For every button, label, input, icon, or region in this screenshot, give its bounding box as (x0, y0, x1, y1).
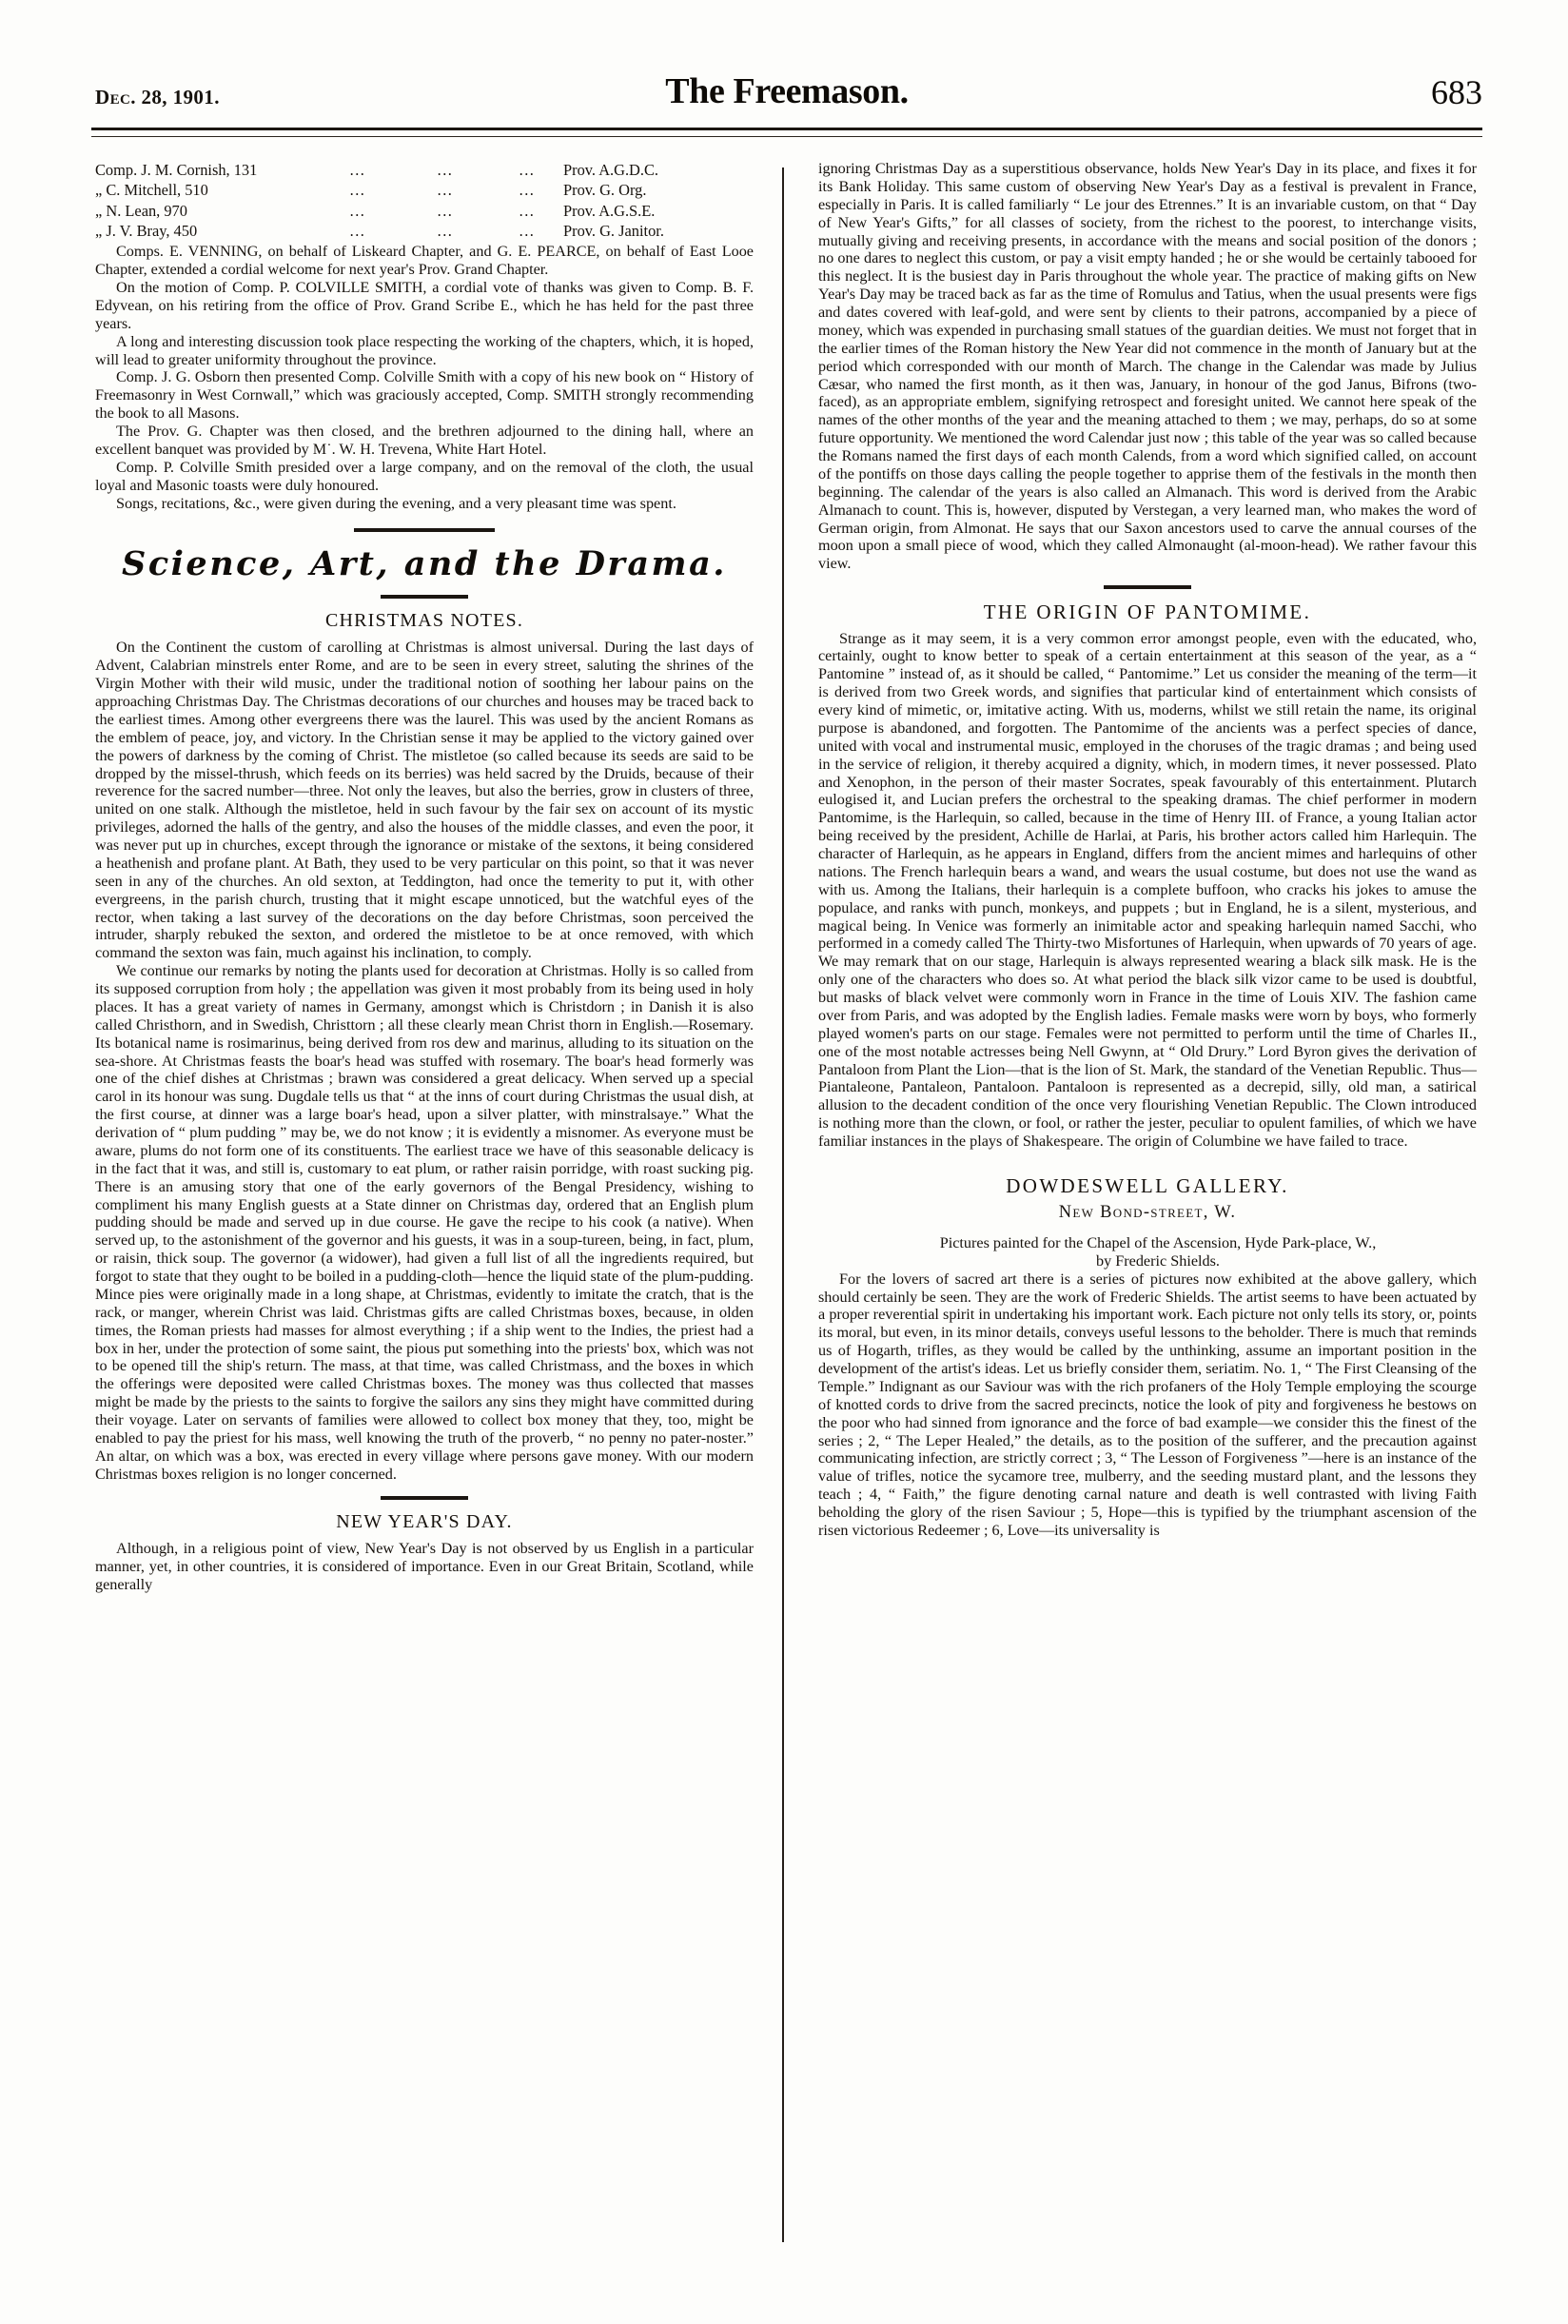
left-column (95, 160, 754, 1594)
spacer (818, 1151, 1477, 1165)
gallery-caption-line-1: Pictures painted for the Chapel of the Ascension, Hyde Park-place, W., (939, 1233, 1377, 1251)
paragraph: A long and interesting discussion took place respecting the working of the chapters, which, it is hoped, will lead to greater uniformity throughout the province. (95, 332, 754, 368)
roster-dots: ... (437, 221, 454, 240)
masthead-title: The Freemason. (665, 71, 909, 111)
roster-name: Comp. J. M. Cornish, 131 (95, 161, 258, 179)
paragraph: We continue our remarks by noting the plants used for decoration at Christmas. Holly is so called from its supposed corruption from holy ; the appellation was given it most probably from its being used in holy places. It has a great variety of names in Germany, amongst which is Christdorn ; in Danish it is also called Christhorn, and in Swedish, Christtorn ; all these clearly mean Christ thorn in English.—Rosemary. Its botanical name is rosimarinus, being derived from ros dew and marinus, alluding to its situation on the sea-shore. At Christmas feasts the boar's head was stuffed with rosemary. The boar's head formerly was one of the chief dishes at Christmas ; brawn was considered a great delicacy. When served up a special carol in its honour was sung. Dugdale tells us that “ at the inns of court during Christmas the usual dish, at the first course, at dinner was a large boar's head, upon a silver platter, with minstralsaye.” What the derivation of “ plum pudding ” may be, we do not know ; it is evidently a misnomer. As everyone must be aware, plums do not form one of its constituents. The earliest trace we have of this seasonable delicacy is in the fact that it was, and still is, customary to eat plum, or rather raisin porridge, with roast sucking pig. There is an amusing story that one of the early governors of the Bengal Presidency, wishing to compliment his many English guests at a State dinner on Christmas day, ordered that an English plum pudding should be made and served up in due course. He gave the recipe to his cook (a native). When served up, to the astonishment of the governor and his guests, it was in a soup-tureen, being, in fact, plum, or raisin, thick soup. The governor (a widower), had given a full list of all the ingredients required, but forgot to state that they ought to be boiled in a pudding-cloth—hence the liquid state of the plum-pudding. Mince pies were originally made in a long shape, at Christmas, evidently to imitate the cratch, that is the rack, or manger, wherein Christ was laid. Christmas gifts are called Christmas boxes, because, in olden times, the Roman priests had masses for almost everything ; if a ship went to the Indies, the priest had a box in her, under the protection of some saint, the pious put something into the priests' box, which was not to be opened till the ship's return. The mass, at that time, was called Christmass, and the boxes in which the offerings were deposited were called Christmas boxes. The money was thus collected that masses might be made by the priests to the saints to forgive the sailors any sins they might have committed during their voyage. Later on servants of families were allowed to collect box money that they, too, might be enabled to pay the priest for his mass, well knowing the truth of the proverb, “ no penny no pater-noster.” An altar, on which was a box, was erected in every village where persons gave money. With our modern Christmas boxes religion is no longer concerned. (95, 962, 754, 1483)
roster-dots: ... (349, 221, 366, 240)
paragraph: ignoring Christmas Day as a superstitious observance, holds New Year's Day in its place, and fixes it for its Bank Holiday. This same custom of observing New Year's Day as a festival is prevalent in France, especially in Paris. It is called familiarly “ Le jour des Etrennes.” It is an invariable custom, on that “ Day of New Year's Gifts,” for all classes of society, from the richest to the poorest, to interchange visits, mutually giving and receiving presents, in accordance with the means and social position of the donors ; no one dares to neglect this custom, or pay a visit empty handed ; he or she would be certainly tabooed for this neglect. It is the busiest day in Paris throughout the whole year. The practice of making gifts on New Year's Day may be traced back as far as the time of Romulus and Tatius, when the usual presents were figs and dates covered with leaf-gold, and were sent by clients to their patrons, accompanied by a piece of money, which was expended in purchasing small statues of the guardian deities. We must not forget that in the earlier times of the Roman history the New Year did not commence in the month of January but at the period which corresponded with our month of March. The change in the Calendar was made by Julius Cæsar, who named the first month, as it then was, January, in honour of the god Janus, Bifrons (two-faced), as an appropriate emblem, signifying retrospect and foresight united. We cannot here speak of the names of the other months of the year and the meaning attached to them ; we may, perhaps, do so at some future opportunity. We mentioned the word Calendar just now ; this table of the year was so called because the Romans named the first days of each month Calends, from a word which signified called, on account of the pontiffs on those days calling the people together to apprise them of the festivals in the month then beginning. The calendar of the years is also called an Almanach. This word is derived from the Arabic Almanach to count. This is, however, disputed by Verstegan, a very learned man, who makes the word of German origin, from Almonat. He says that our Saxon ancestors used to carve the annual courses of the moon upon a small piece of wood, which they called Almonaught (al-moon-head). We rather favour this view. (818, 160, 1477, 573)
roster-row (95, 201, 754, 221)
roster-row (95, 160, 754, 180)
masthead (91, 70, 1482, 124)
roster-role: Prov. G. Org. (563, 181, 647, 200)
paragraph: Strange as it may seem, it is a very common error amongst people, even with the educated, who, certainly, ought to know better to speak of a certain entertainment at this season of the year, as a “ Pantomine ” instead of, as it should be called, “ Pantomime.” Let us consider the meaning of the term—it is derived from two Greek words, and signifies that particular kind of entertainment which consists of every kind of mimetic, or, imitative acting. With us, moderns, whilst we still retain the name, its original purpose is abandoned, and forgotten. The Pantomime of the ancients was a perfect species of dance, united with vocal and instrumental music, employed in the choruses of the tragic dramas ; and being used in the service of religion, it thereby acquired a dignity, which, in modern times, it never possessed. Plato and Xenophon, in the person of their master Socrates, speak favourably of this entertainment. Plutarch eulogised it, and Lucian prefers the orchestral to the speaking dramas. The chief performer in modern Pantomime, is the Harlequin, so called, because in the time of Henry III. of France, a young Italian actor being received by the president, Achille de Harlai, at Paris, his brother actors called him Harlequin. The character of Harlequin, as he appears in England, differs from the ancient mimes and harlequins of other nations. The French harlequin bears a wand, and wears the usual costume, but does not use the wand as with us. Among the Italians, their harlequin is a complete buffoon, who cracks his jokes to amuse the populace, and ranks with punch, monkeys, and puppets ; but in England, he is a silent, mysterious, and magical being. In Venice was formerly an inimitable actor and speaking harlequin named Sacchi, who performed in a comedy called The Thirty-two Misfortunes of Harlequin, when upwards of 70 years of age. We may remark that on our stage, Harlequin is always represented wearing a black silk mask. He is the only one of the characters who does so. At what period the black silk vizor came to be used is doubtful, but masks of black velvet were commonly worn in France in the time of Louis XIV. The fashion came over from Paris, and was adopted by the English ladies. Female masks were worn by boys, who formerly played women's parts on our stage. Females were not permitted to perform until the time of Charles II., one of the most notable actresses being Nell Gwynn, at “ Old Drury.” Lord Byron gives the derivation of Pantaloon from Plant the Lion—that is the lion of St. Mark, the standard of the Venetian Republic. Thus—Piantaleone, Pantaleon, Pantaloon. Pantaloon is represented as a decrepid, silly, old man, a satirical allusion to the decadent condition of the once very flourishing Venetian Republic. The Clown introduced is nothing more than the clown, or fool, or rather the jester, peculiar to opulent families, of which we have familiar instances in the plays of Shakespeare. The origin of Columbine we have failed to trace. (818, 629, 1477, 1151)
right-column (818, 160, 1477, 1540)
heading-christmas-notes: CHRISTMAS NOTES. (324, 610, 524, 632)
paragraph: Comps. E. VENNING, on behalf of Liskeard Chapter, and G. E. PEARCE, on behalf of East Looe Chapter, extended a cordial welcome for next year's Prov. Grand Chapter. (95, 243, 754, 279)
masthead-rule (91, 128, 1482, 137)
section-heading-science-art-drama: Science, Art, and the Drama. (122, 544, 727, 584)
section-divider (1104, 585, 1191, 589)
page-number: 683 (1431, 73, 1482, 111)
paragraph: On the Continent the custom of carolling at Christmas is almost universal. During the last days of Advent, Calabrian minstrels enter Rome, and are to be seen in every street, saluting the shrines of the Virgin Mother with their wild music, under the traditional notion of soothing her labour pains on the approaching Christmas Day. The Christmas decorations of our churches and houses may be traced back to the earliest times. Among other evergreens there was the laurel. This was used by the ancient Romans as the emblem of peace, joy, and victory. In the Christian sense it may be applied to the victory gained over the powers of darkness by the coming of Christ. The mistletoe (so called because its seeds are said to be dropped by the missel-thrush, which feeds on its berries) was held sacred by the Druids, because of their reverence for the sacred number—three. Not only the leaves, but also the berries, grow in clusters of three, united on one stalk. Although the mistletoe, held in such favour by the fair sex on account of its mystic privileges, adorned the halls of the gentry, and also the houses of the middle classes, and even the poor, it was never put up in churches, except through the ignorance or mistake of the sextons, it being considered a heathenish and profane plant. At Bath, they used to be very particular on this point, so that it was never seen in any of the churches. An old sexton, at Teddington, had once the temerity to put it, with other evergreens, in the parish church, trusting that it might escape unnoticed, but the watchful eyes of the rector, when taking a last survey of the decorations on the day before Christmas, soon perceived the intruder, sharply rebuked the sexton, and ordered the mistletoe to be at once removed, with which command the sexton was fain, much against his inclination, to comply. (95, 639, 754, 962)
section-divider (381, 595, 468, 599)
paragraph: For the lovers of sacred art there is a series of pictures now exhibited at the above gallery, which should certainly be seen. They are the work of Frederic Shields. The artist seems to have been actuated by a proper reverential spirit in undertaking his important work. Each picture not only tells its story, or, points its moral, but even, in its minor details, conveys useful lessons to the beholder. There is much that reminds us of Hogarth, trifles, as they would be called by the unthinking, assume an important position in the development of the artist's ideas. Let us briefly consider them, seriatim. No. 1, “ The First Cleansing of the Temple.” Indignant as our Saviour was with the rich profaners of the Holy Temple employing the scourge of knotted cords to drive from the sacred precincts, notice the look of pity and forgiveness he bestows on the poor who had sinned from ignorance and the force of bad example—we consider this the finest of the series ; 2, “ The Leper Healed,” the details, as to the position of the sufferer, and the precaution against communicating infection, are strictly correct ; 3, “ The Lesson of Forgiveness ”—here is an instance of the value of trifles, notice the sycamore tree, mulberry, and the seeding mustard plant, and the lessons they teach ; 4, “ Faith,” the figure denoting carnal nature and death is well contrasted with living Faith beholding the glory of the risen Saviour ; 5, Hope—this is typified by the triumphant ascension of the risen victorious Redeemer ; 6, Love—its universality is (818, 1270, 1477, 1539)
officer-roster (95, 160, 754, 241)
roster-role: Prov. A.G.S.E. (563, 201, 656, 220)
paragraph: On the motion of Comp. P. COLVILLE SMITH, a cordial vote of thanks was given to Comp. B. F. Edyvean, on his retiring from the office of Prov. Grand Scribe E., which he has held for the past three years. (95, 279, 754, 332)
roster-dots: ... (349, 181, 366, 200)
heading-origin-of-pantomime: THE ORIGIN OF PANTOMIME. (983, 601, 1312, 624)
roster-dots: ... (519, 161, 536, 179)
roster-row (95, 180, 754, 200)
roster-role: Prov. G. Janitor. (563, 221, 664, 240)
roster-name: „ J. V. Bray, 450 (95, 221, 198, 240)
paragraph: The Prov. G. Chapter was then closed, and the brethren adjourned to the dining hall, where an excellent banquet was provided by M˙. W. H. Trevena, White Hart Hotel. (95, 423, 754, 458)
roster-dots: ... (349, 201, 366, 220)
roster-dots: ... (437, 201, 454, 220)
roster-dots: ... (519, 221, 536, 240)
roster-dots: ... (437, 181, 454, 200)
roster-row (95, 221, 754, 241)
heading-new-years-day: NEW YEAR'S DAY. (336, 1510, 513, 1532)
paragraph: Comp. P. Colville Smith presided over a large company, and on the removal of the cloth, the usual loyal and Masonic toasts were duly honoured. (95, 458, 754, 494)
roster-dots: ... (519, 201, 536, 220)
roster-role: Prov. A.G.D.C. (563, 161, 659, 179)
roster-dots: ... (437, 161, 454, 179)
gallery-caption-line-2: by Frederic Shields. (1096, 1251, 1220, 1270)
roster-name: „ N. Lean, 970 (95, 201, 187, 220)
paragraph: Although, in a religious point of view, New Year's Day is not observed by us English in a particular manner, yet, in other countries, it is considered of importance. Even in our Great Britain, Scotland, while generally (95, 1539, 754, 1593)
roster-dots: ... (349, 161, 366, 179)
subheading-new-bond-street: New Bond-street, W. (1058, 1203, 1237, 1223)
roster-name: „ C. Mitchell, 510 (95, 181, 208, 200)
column-divider (782, 167, 784, 2242)
heading-dowdeswell-gallery: DOWDESWELL GALLERY. (1006, 1173, 1289, 1197)
paragraph: Comp. J. G. Osborn then presented Comp. Colville Smith with a copy of his new book on “ History of Freemasonry in West Cornwall,” which was graciously accepted, Comp. SMITH strongly recommending the book to all Masons. (95, 368, 754, 423)
section-divider (381, 1496, 468, 1500)
section-divider (354, 528, 495, 532)
paragraph: Songs, recitations, &c., were given during the evening, and a very pleasant time was spent. (116, 494, 676, 512)
masthead-date: Dec. 28, 1901. (95, 86, 220, 108)
roster-dots: ... (519, 181, 536, 200)
